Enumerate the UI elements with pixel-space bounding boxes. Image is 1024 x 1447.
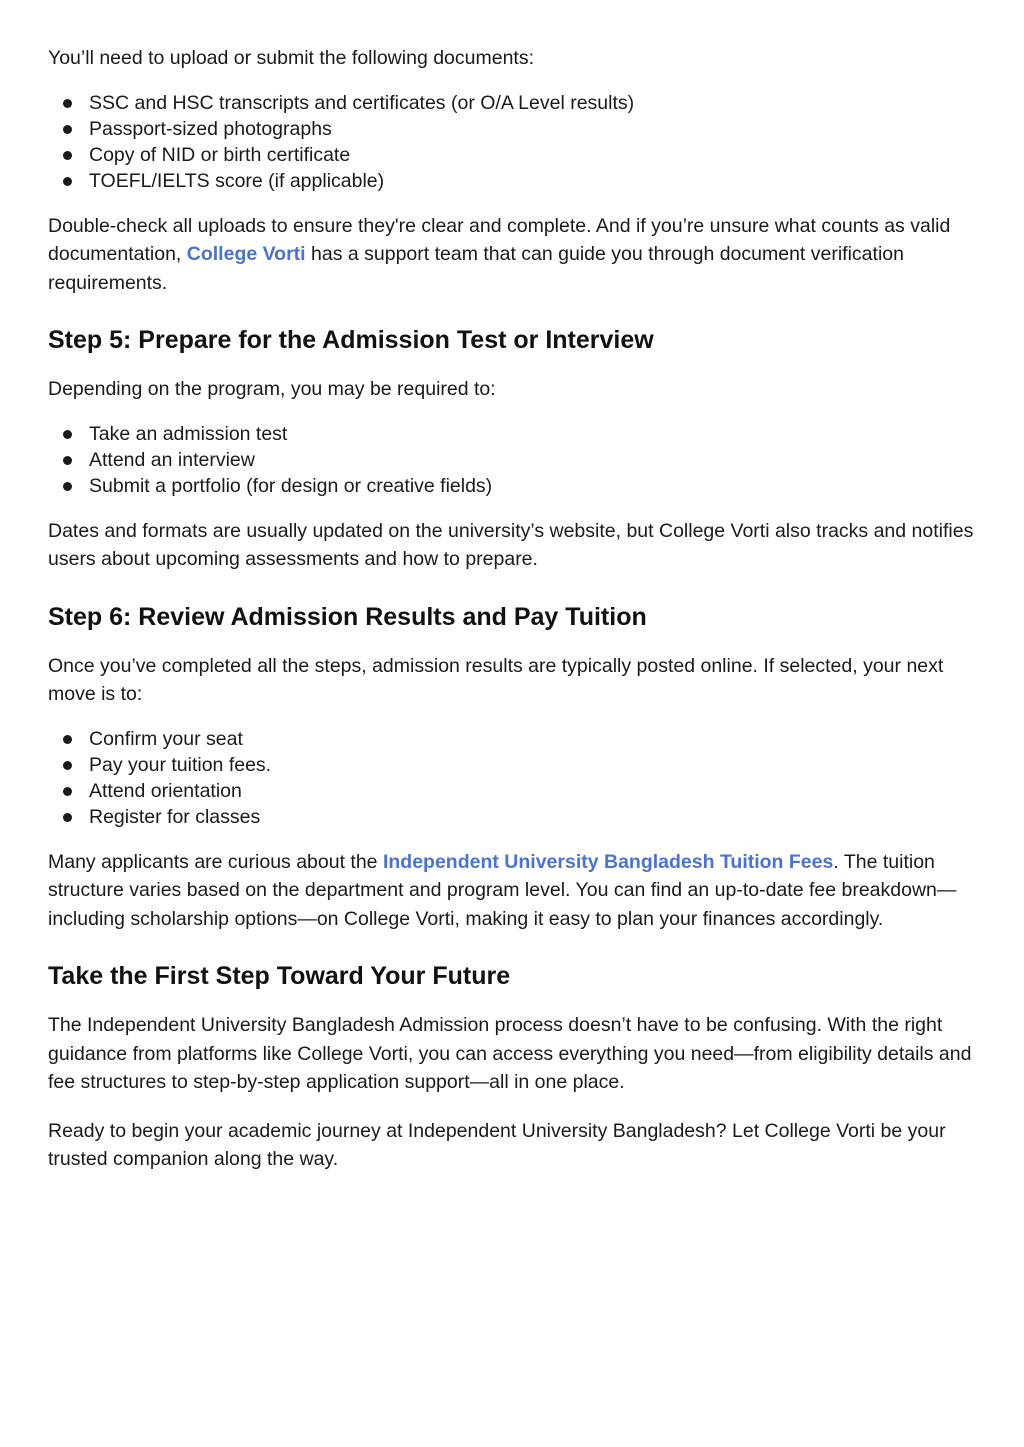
documents-list [48, 90, 976, 195]
list-item-text: Attend orientation [89, 780, 242, 803]
list-item [48, 168, 976, 194]
list-item-text: Passport-sized photographs [89, 117, 332, 140]
list-item [48, 90, 976, 116]
list-item [48, 473, 976, 499]
documents-intro: You’ll need to upload or submit the following documents: [48, 47, 535, 69]
double-check-text-after: has a support team that can guide you through document verification requirements. [48, 243, 904, 294]
list-item-text: Confirm your seat [89, 727, 243, 750]
conclusion-paragraph-2: Ready to begin your academic journey at Independent University Bangladesh? Let College Vorti be your trusted companion along the way. [48, 1119, 946, 1171]
step5-closing: Dates and formats are usually updated on the university’s website, but College Vorti also tracks and notifies users about upcoming assessments and how to prepare. [48, 519, 974, 571]
step6-list [48, 726, 976, 831]
conclusion-heading: Take the First Step Toward Your Future [48, 962, 511, 991]
bullet-icon [63, 761, 72, 770]
list-item [48, 116, 976, 142]
list-item [48, 142, 976, 168]
list-item-text: Register for classes [89, 806, 261, 829]
list-item-text: SSC and HSC transcripts and certificates (or O/A Level results) [89, 91, 635, 114]
bullet-icon [63, 482, 72, 491]
tuition-text-after: . The tuition structure varies based on the department and program level. You can find an up-to-date fee breakdown—including scholarship options—on College Vorti, making it easy to plan your finances accordingly. [48, 850, 957, 930]
step6-heading: Step 6: Review Admission Results and Pay Tuition [48, 602, 647, 631]
article-content [48, 44, 976, 1202]
bullet-icon [63, 813, 72, 822]
list-item [48, 778, 976, 804]
tuition-fees-link[interactable]: Independent University Bangladesh Tuition Fees [382, 850, 834, 873]
list-item [48, 726, 976, 752]
step5-heading: Step 5: Prepare for the Admission Test or Interview [48, 326, 654, 355]
list-item-text: Pay your tuition fees. [89, 753, 272, 776]
bullet-icon [63, 99, 72, 108]
step5-intro: Depending on the program, you may be required to: [48, 378, 496, 401]
tuition-paragraph [48, 848, 976, 934]
list-item-text: Attend an interview [89, 448, 255, 471]
bullet-icon [63, 125, 72, 134]
college-vorti-link[interactable]: College Vorti [186, 243, 306, 266]
list-item-text: Submit a portfolio (for design or creative fields) [89, 475, 493, 498]
double-check-paragraph [48, 212, 976, 298]
list-item-text: Copy of NID or birth certificate [89, 144, 351, 167]
bullet-icon [63, 177, 72, 186]
list-item [48, 804, 976, 830]
tuition-text-before: Many applicants are curious about the [48, 850, 383, 873]
bullet-icon [63, 151, 72, 160]
bullet-icon [63, 430, 72, 439]
list-item-text: Take an admission test [89, 422, 288, 445]
double-check-text-before: Double-check all uploads to ensure they're clear and complete. And if you’re unsure what counts as valid documentation, [48, 214, 951, 266]
list-item [48, 752, 976, 778]
bullet-icon [63, 456, 72, 465]
list-item [48, 447, 976, 473]
list-item-text: TOEFL/IELTS score (if applicable) [89, 170, 385, 193]
step5-list [48, 421, 976, 500]
step6-intro: Once you’ve completed all the steps, admission results are typically posted online. If selected, your next move is to: [48, 654, 944, 706]
bullet-icon [63, 787, 72, 796]
list-item [48, 421, 976, 447]
bullet-icon [63, 735, 72, 744]
conclusion-paragraph-1: The Independent University Bangladesh Admission process doesn’t have to be confusing. With the right guidance from platforms like College Vorti, you can access everything you need—from eligibility details and fee structures to step-by-step application support—all in one place. [48, 1014, 972, 1094]
